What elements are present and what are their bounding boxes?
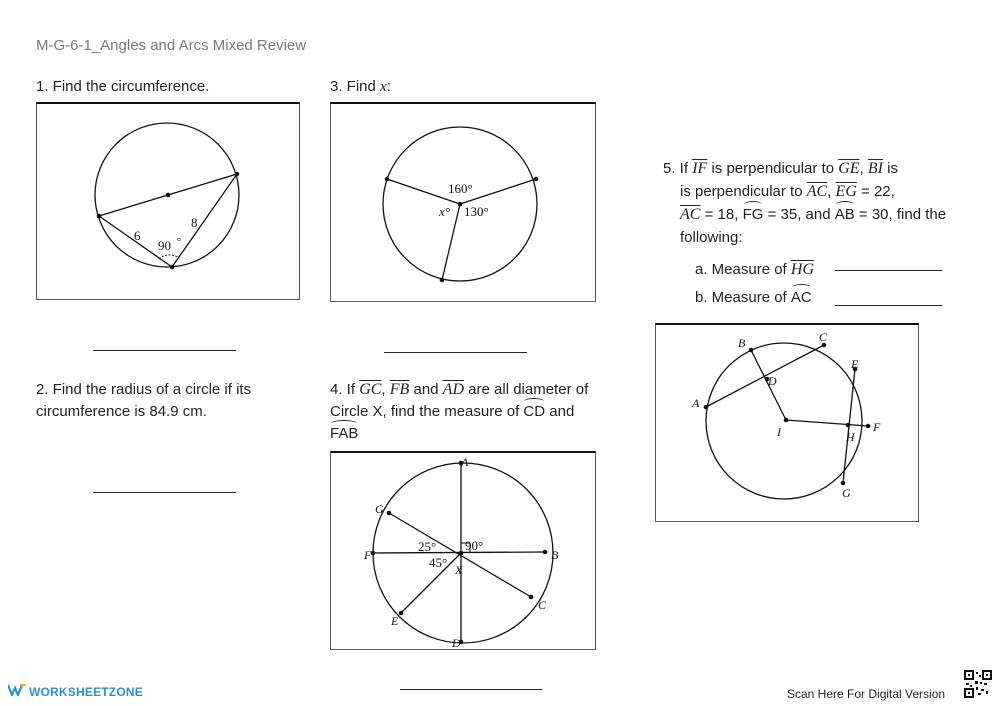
answer-line-1[interactable] <box>93 350 236 351</box>
point-G-label: G <box>842 486 851 500</box>
question-1-text: 1. Find the circumference. <box>36 78 210 95</box>
label-side-8: 8 <box>191 215 198 230</box>
question-4-text-line1: 4. If $\overline{GC}$, $\overline{FB}$ and $\overline{AD}$ are all diameter of <box>330 381 589 398</box>
label-angle-90: 90 <box>158 238 171 253</box>
question-5-text-line3: $\overline{AC} = 18$, FG = 35, and AB = 30, find the <box>680 203 946 226</box>
question-5-text-line1: 5. If $\overline{IF}$ is perpendicular to $\overline{GE}$, $\overline{BI}$ is <box>663 160 898 177</box>
circle-diagram-5 <box>656 325 918 520</box>
qr-code-icon[interactable] <box>964 670 992 698</box>
point-B-label: B <box>551 548 559 562</box>
circle-diagram-1 <box>37 104 299 298</box>
answer-line-4[interactable] <box>400 689 542 690</box>
label-angle-90: 90° <box>465 538 484 553</box>
circle-diagram-3 <box>331 104 595 300</box>
question-2-text-line2: circumference is 84.9 cm. <box>36 403 207 420</box>
question-5a-text: a. Measure of $\overline{HG}$ <box>695 261 814 278</box>
point-E-label: E <box>391 614 399 628</box>
label-angle-160: 160° <box>448 181 473 196</box>
point-X-label: X <box>455 563 463 577</box>
answer-line-5a[interactable] <box>835 270 942 271</box>
scan-text: Scan Here For Digital Version <box>787 687 946 701</box>
question-5-figure <box>655 323 919 522</box>
page-title: M-G-6-1_Angles and Arcs Mixed Review <box>36 37 307 54</box>
point-E-label: E <box>851 357 859 371</box>
point-F-label: F <box>364 548 372 562</box>
label-angle-130: 130° <box>464 204 489 219</box>
question-5-text-line2: is perpendicular to $\overline{AC}$, $\overline{EG} = 22$, <box>680 183 895 200</box>
point-G-label: G <box>375 502 384 516</box>
answer-line-3[interactable] <box>384 352 527 353</box>
point-A-label: A <box>692 396 700 410</box>
point-C-label: C <box>538 598 547 612</box>
question-1-figure <box>36 102 300 300</box>
question-4-figure <box>330 451 596 650</box>
point-A-label: A <box>461 455 469 469</box>
question-2-text-line1: 2. Find the radius of a circle if its <box>36 381 252 398</box>
question-5-text-line4: following: <box>680 229 743 246</box>
point-D-label: D <box>768 374 777 388</box>
point-I-label: I <box>777 425 781 439</box>
question-4-text-line3: FAB <box>330 422 358 445</box>
label-angle-25: 25° <box>418 539 437 554</box>
point-H-label: H <box>846 430 855 444</box>
svg-text:°: ° <box>177 237 181 248</box>
label-angle-45: 45° <box>429 555 448 570</box>
logo-icon <box>8 684 26 699</box>
circle-diagram-4 <box>331 453 595 648</box>
question-5b-text: b. Measure of AC <box>695 286 812 309</box>
point-B-label: B <box>738 336 746 350</box>
question-3-text: 3. Find x: <box>330 78 391 95</box>
question-3-figure <box>330 102 596 302</box>
answer-line-5b[interactable] <box>835 305 942 306</box>
point-D-label: D <box>452 636 461 648</box>
point-C-label: C <box>819 330 828 344</box>
answer-line-2[interactable] <box>93 492 236 493</box>
question-4-text-line2: Circle X, find the measure of CD and <box>330 400 574 423</box>
label-angle-x: x° <box>439 204 450 219</box>
worksheetzone-logo[interactable]: WORKSHEETZONE <box>8 684 143 699</box>
label-side-6: 6 <box>134 228 141 243</box>
point-F-label: F <box>873 420 881 434</box>
